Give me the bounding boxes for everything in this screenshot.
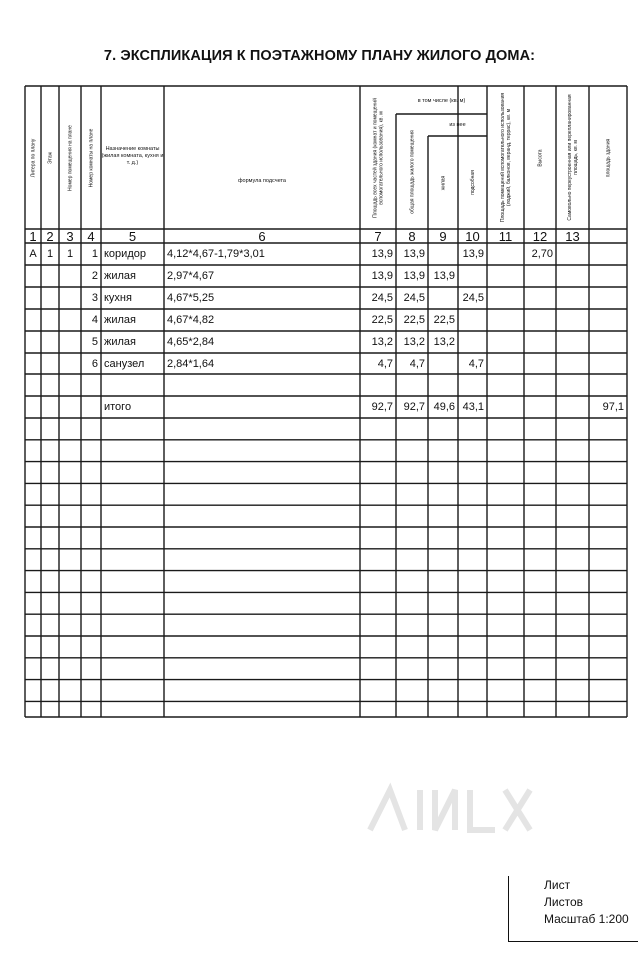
total-row-col-7: 92,7: [403, 401, 425, 413]
table-row-col-1: [25, 309, 41, 331]
table-row-col-12: [556, 331, 589, 353]
header-formula: формула подсчета: [238, 177, 286, 184]
table-row-col-12: [556, 243, 589, 265]
table-row-col-7: 22,5: [403, 314, 425, 326]
table-row-formula: 2,97*4,67: [167, 270, 215, 282]
total-row-col-4: [81, 396, 101, 418]
table-row-col-1: [25, 265, 41, 287]
table-row-room-purpose: санузел: [104, 357, 145, 370]
table-row-col-4: 2: [91, 270, 98, 282]
table-row-col-11: [524, 265, 556, 287]
table-row-col-13: [589, 287, 627, 309]
table-row-room-purpose: коридор: [104, 248, 146, 260]
table-row-col-13: [589, 309, 627, 331]
table-row-col-6: [360, 374, 396, 396]
header-auxiliary-area: Площадь помещений вспомогательного использования (лоджий, балконов, веранд, террас), кв. м: [499, 92, 512, 223]
total-row-col-12: [556, 396, 589, 418]
table-row-col-7: [396, 374, 428, 396]
table-row-col-6: 13,9: [371, 270, 393, 282]
table-row-col-11: [524, 331, 556, 353]
header-living: жилая: [440, 175, 446, 190]
table-row-col-10: [487, 309, 524, 331]
header-room-purpose: Назначение комнаты (жилая комната, кухня и т. д.): [101, 145, 164, 166]
table-row-col-8: 13,9: [433, 270, 455, 282]
column-number: 1: [29, 229, 37, 243]
table-row-col-1: [25, 287, 41, 309]
column-number: 3: [66, 229, 74, 243]
table-row-col-6: 13,9: [371, 248, 393, 260]
table-row-col-9: [458, 309, 487, 331]
column-number: 13: [565, 229, 580, 243]
table-row-col-6: 13,2: [371, 336, 393, 348]
column-number: 10: [465, 229, 480, 243]
header-premise-number: Номер помещения на плане: [67, 124, 73, 191]
table-row-col-13: [589, 353, 627, 374]
table-row-col-10: [487, 331, 524, 353]
table-row-col-2: [41, 287, 59, 309]
table-row-col-9: [458, 374, 487, 396]
table-row-room-purpose: кухня: [104, 292, 132, 304]
table-row-col-9: [458, 331, 487, 353]
column-number: 4: [87, 229, 95, 243]
total-row-col-2: [41, 396, 59, 418]
column-number: 7: [374, 229, 382, 243]
table-row-col-1: [25, 353, 41, 374]
table-row-formula: [164, 374, 360, 396]
total-row-col-11: [524, 396, 556, 418]
table-row-col-3: 1: [66, 248, 74, 260]
table-row-col-1: А: [29, 248, 37, 260]
header-floor: Этаж: [47, 151, 53, 164]
table-row-col-3: [59, 287, 81, 309]
table-row-col-4: 1: [91, 248, 98, 260]
table-row-room-purpose: жилая: [104, 270, 136, 282]
table-row-formula: 2,84*1,64: [167, 357, 215, 370]
table-row-room-purpose: жилая: [104, 336, 136, 348]
table-row-col-7: 13,9: [403, 270, 425, 282]
total-row-col-9: 43,1: [462, 401, 484, 413]
table-row-col-8: 13,2: [433, 336, 455, 348]
table-row-col-8: 22,5: [433, 314, 455, 326]
table-row-col-3: [59, 265, 81, 287]
table-row-col-1: [25, 374, 41, 396]
table-row-col-6: 22,5: [371, 314, 393, 326]
table-row-col-11: [524, 374, 556, 396]
table-row-col-12: [556, 265, 589, 287]
table-row-col-7: 13,9: [403, 248, 425, 260]
scale-label: Масштаб 1:200: [544, 912, 629, 926]
table-row-col-3: [59, 309, 81, 331]
column-number: 8: [408, 229, 416, 243]
table-row-col-1: [25, 331, 41, 353]
table-row-col-13: [589, 331, 627, 353]
table-row-col-10: [487, 287, 524, 309]
total-row-col-10: [487, 396, 524, 418]
table-row-col-13: [589, 374, 627, 396]
table-row-col-8: [428, 287, 458, 309]
header-total-area: Площадь всех частей здания (комнат и помещений вспомогательного использования), кв. м: [372, 97, 384, 218]
table-row-col-11: 2,70: [531, 248, 553, 260]
total-row-col-3: [59, 396, 81, 418]
total-row-col-1: [25, 396, 41, 418]
table-row-formula: 4,65*2,84: [167, 336, 215, 348]
table-row-col-2: [41, 331, 59, 353]
table-row-col-2: [41, 309, 59, 331]
header-including: в том числе (кв. м): [417, 97, 466, 104]
table-row-col-9: [458, 265, 487, 287]
table-row-formula: 4,67*5,25: [167, 292, 215, 304]
table-row-col-7: 4,7: [409, 357, 425, 370]
total-row-col-13: 97,1: [602, 401, 624, 413]
total-row-room-purpose: итого: [104, 401, 132, 413]
column-number: 12: [532, 229, 548, 243]
table-row-col-4: [81, 374, 101, 396]
column-number: 6: [258, 229, 266, 243]
faint-round-stamp: [388, 893, 508, 921]
title-block: [508, 876, 638, 942]
column-number: 11: [498, 229, 513, 243]
table-row-col-10: [487, 265, 524, 287]
table-row-col-10: [487, 353, 524, 374]
header-utility: подсобная: [469, 170, 476, 195]
table-row-col-2: [41, 265, 59, 287]
total-row-formula: [164, 396, 360, 418]
header-litera: Литера по плану: [30, 138, 36, 177]
table-row-col-9: 13,9: [462, 248, 484, 260]
table-row-col-9: 4,7: [468, 357, 484, 370]
header-unauthorized-area: Самовольно переустроенная или перепланированная площадь, кв. м: [566, 94, 579, 221]
column-number: 9: [439, 229, 447, 243]
table-row-col-6: 24,5: [371, 292, 393, 304]
table-row-col-4: 4: [91, 314, 98, 326]
table-row-col-7: 24,5: [403, 292, 425, 304]
column-number: 5: [128, 229, 137, 243]
table-row-col-12: [556, 309, 589, 331]
table-row-col-6: 4,7: [377, 357, 393, 370]
table-row-col-12: [556, 287, 589, 309]
table-row-col-13: [589, 265, 627, 287]
table-row-col-11: [524, 309, 556, 331]
table-row-col-3: [59, 374, 81, 396]
table-row-col-9: 24,5: [462, 292, 484, 304]
table-row-formula: 4,12*4,67-1,79*3,01: [167, 248, 265, 260]
watermark-stamp: [360, 770, 550, 850]
table-row-col-10: [487, 374, 524, 396]
table-row-room-purpose: жилая: [104, 314, 136, 326]
table-row-col-2: 1: [46, 248, 54, 260]
total-row-col-8: 49,6: [433, 401, 455, 413]
table-row-formula: 4,67*4,82: [167, 314, 215, 326]
header-of-it: из нее: [449, 121, 466, 128]
table-row-room-purpose: [101, 374, 164, 396]
table-row-col-13: [589, 243, 627, 265]
table-row-col-7: 13,2: [403, 336, 425, 348]
header-height: Высота: [537, 148, 543, 167]
table-row-col-3: [59, 353, 81, 374]
sheets-label: Листов: [544, 895, 583, 909]
table-row-col-12: [556, 374, 589, 396]
sheet-label: Лист: [544, 878, 571, 892]
table-row-col-4: 5: [91, 336, 98, 348]
header-building-area: площадь здания: [605, 138, 611, 177]
column-number: 2: [46, 229, 54, 243]
header-room-number: Номер комнаты на плане: [88, 128, 94, 187]
table-row-col-3: [59, 331, 81, 353]
table-row-col-8: [428, 243, 458, 265]
table-row-col-8: [428, 374, 458, 396]
table-row-col-11: [524, 353, 556, 374]
table-row-col-11: [524, 287, 556, 309]
header-living-premise-area: общая площадь жилого помещения: [409, 129, 415, 214]
table-row-col-12: [556, 353, 589, 374]
table-row-col-10: [487, 243, 524, 265]
total-row-col-6: 92,7: [371, 401, 393, 413]
table-row-col-2: [41, 353, 59, 374]
table-row-col-4: 6: [91, 357, 98, 370]
document-title: 7. ЭКСПЛИКАЦИЯ К ПОЭТАЖНОМУ ПЛАНУ ЖИЛОГО ДОМА:: [103, 48, 536, 64]
table-row-col-2: [41, 374, 59, 396]
table-row-col-8: [428, 353, 458, 374]
table-row-col-4: 3: [91, 292, 98, 304]
